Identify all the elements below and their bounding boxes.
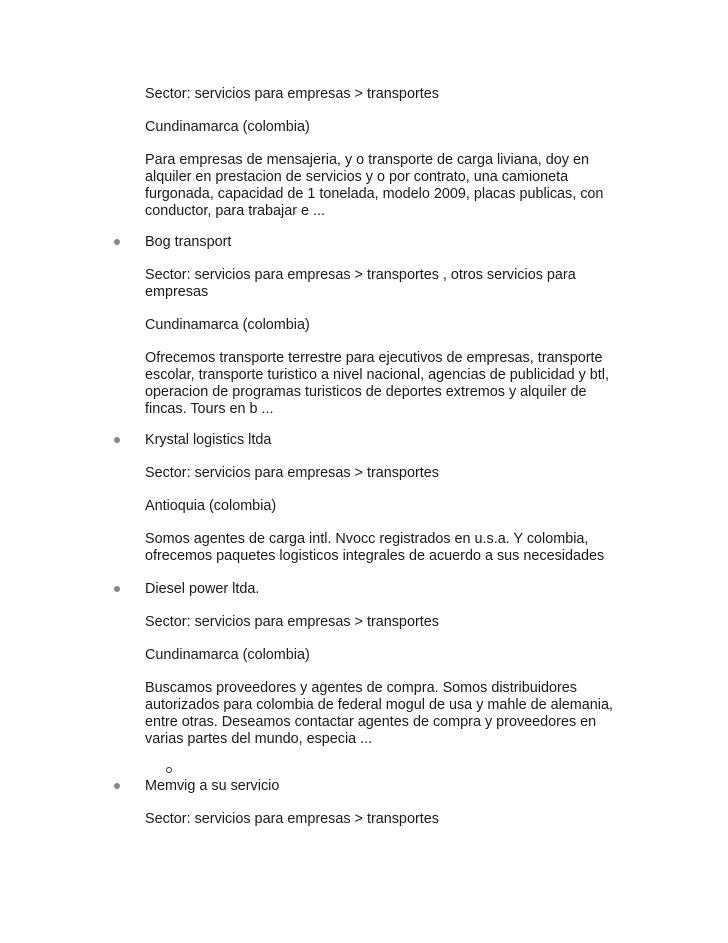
entry-sector: Sector: servicios para empresas > transportes (145, 614, 439, 630)
entry-sector: Sector: servicios para empresas > transportes , otros servicios para (145, 267, 576, 283)
entry-location: Cundinamarca (colombia) (145, 119, 310, 135)
entry-location: Cundinamarca (colombia) (145, 647, 310, 663)
entry-description-line: operacion de programas turisticos de deportes extremos y alquiler de (145, 384, 587, 400)
entry-name: Bog transport (145, 234, 232, 250)
list-bullet (114, 239, 120, 245)
entry-description-line: Ofrecemos transporte terrestre para ejecutivos de empresas, transporte (145, 350, 603, 366)
entry-description-line: conductor, para trabajar e ... (145, 203, 325, 219)
entry-description-line: fincas. Tours en b ... (145, 401, 274, 417)
entry-description-line: ofrecemos paquetes logisticos integrales de acuerdo a sus necesidades (145, 548, 605, 564)
entry-name: Diesel power ltda. (145, 581, 260, 597)
list-bullet (114, 437, 120, 443)
entry-description-line: varias partes del mundo, especia ... (145, 731, 373, 747)
entry-description-line: Buscamos proveedores y agentes de compra. Somos distribuidores (145, 680, 577, 696)
entry-sector: empresas (145, 284, 209, 300)
entry-location: Antioquia (colombia) (145, 498, 277, 514)
entry-sector: Sector: servicios para empresas > transportes (145, 465, 439, 481)
entry-description-line: alquiler en prestacion de servicios y o por contrato, una camioneta (145, 169, 569, 185)
list-bullet (114, 783, 120, 789)
entry-sector: Sector: servicios para empresas > transportes (145, 811, 439, 827)
entry-name: Memvig a su servicio (145, 778, 280, 794)
list-bullet (114, 586, 120, 592)
entry-sector: Sector: servicios para empresas > transportes (145, 86, 439, 102)
entry-name: Krystal logistics ltda (145, 432, 272, 448)
entry-description-line: autorizados para colombia de federal mogul de usa y mahle de alemania, (145, 697, 613, 713)
nested-list-bullet (166, 767, 172, 773)
entry-description-line: Somos agentes de carga intl. Nvocc registrados en u.s.a. Y colombia, (145, 531, 589, 547)
entry-description-line: furgonada, capacidad de 1 tonelada, modelo 2009, placas publicas, con (145, 186, 604, 202)
entry-description-line: entre otras. Deseamos contactar agentes de compra y proveedores en (145, 714, 597, 730)
entry-description-line: Para empresas de mensajeria, y o transporte de carga liviana, doy en (145, 152, 589, 168)
entry-description-line: escolar, transporte turistico a nivel nacional, agencias de publicidad y btl, (145, 367, 609, 383)
entry-location: Cundinamarca (colombia) (145, 317, 310, 333)
